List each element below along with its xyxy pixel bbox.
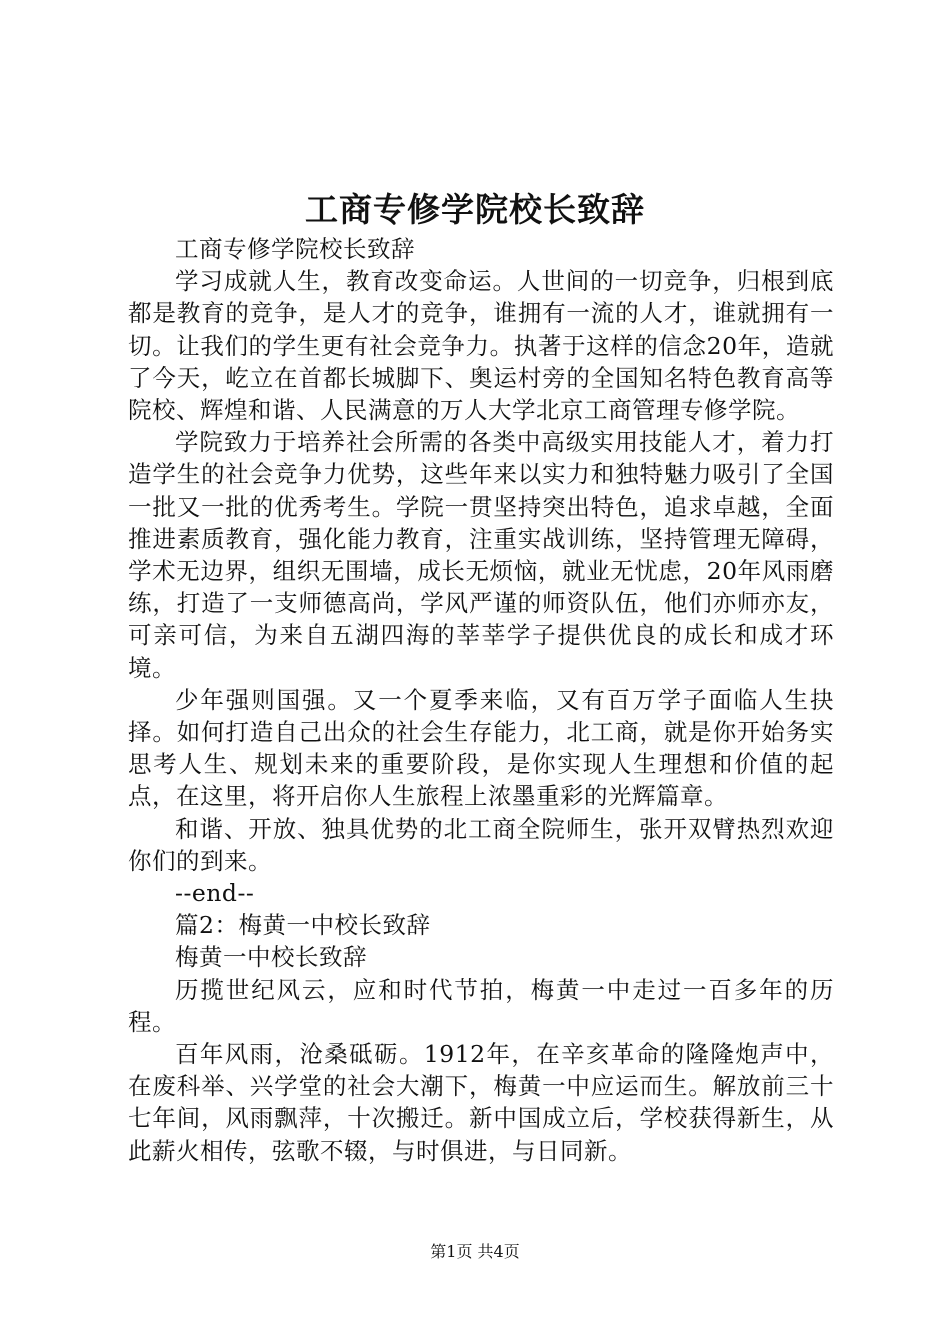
paragraph: 百年风雨，沧桑砥砺。1912年，在辛亥革命的隆隆炮声中，在废科举、兴学堂的社会大潮下，梅黄一中应运而生。解放前三十七年间，风雨飘萍，十次搬迁。新中国成立后，学校获得新生，从此薪火相传，弦歌不辍，与时俱进，与日同新。 xyxy=(128,1040,834,1165)
paragraph: 少年强则国强。又一个夏季来临，又有百万学子面临人生抉择。如何打造自己出众的社会生存能力，北工商，就是你开始务实思考人生、规划未来的重要阶段，是你实现人生理想和价值的起点，在这里，将开启你人生旅程上浓墨重彩的光辉篇章。 xyxy=(128,685,834,811)
page-footer: 第1页 共4页 xyxy=(430,1242,520,1261)
paragraph: 历揽世纪风云，应和时代节拍，梅黄一中走过一百多年的历程。 xyxy=(128,975,834,1036)
document-body xyxy=(128,233,834,1167)
paragraph: 学院致力于培养社会所需的各类中高级实用技能人才，着力打造学生的社会竞争力优势，这些年来以实力和独特魅力吸引了全国一批又一批的优秀考生。学院一贯坚持突出特色，追求卓越，全面推进素质教育，强化能力教育，注重实战训练，坚持管理无障碍，学术无边界，组织无围墙，成长无烦恼，就业无忧虑，20年风雨磨练，打造了一支师德高尚，学风严谨的师资队伍，他们亦师亦友，可亲可信，为来自五湖四海的莘莘学子提供优良的成长和成才环境。 xyxy=(128,428,834,682)
document-title: 工商专修学院校长致辞 xyxy=(305,190,645,229)
section-heading: 篇2：梅黄一中校长致辞 xyxy=(175,911,431,940)
section-subtitle: 梅黄一中校长致辞 xyxy=(175,943,367,972)
paragraph: 学习成就人生，教育改变命运。人世间的一切竞争，归根到底都是教育的竞争，是人才的竞争，谁拥有一流的人才，谁就拥有一切。让我们的学生更有社会竞争力。执著于这样的信念20年，造就了今天，屹立在首都长城脚下、奥运村旁的全国知名特色教育高等院校、辉煌和谐、人民满意的万人大学北京工商管理专修学院。 xyxy=(128,267,834,425)
paragraph: 和谐、开放、独具优势的北工商全院师生，张开双臂热烈欢迎你们的到来。 xyxy=(128,814,834,875)
end-marker: --end-- xyxy=(175,879,255,908)
paragraph-subtitle: 工商专修学院校长致辞 xyxy=(175,235,415,263)
